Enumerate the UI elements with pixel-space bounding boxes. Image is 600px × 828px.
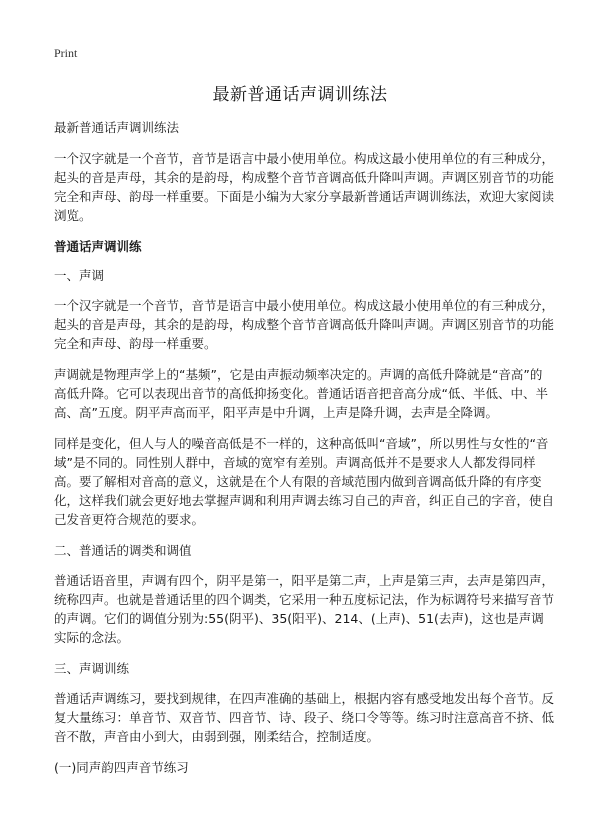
heading-tone-training: 三、声调训练: [54, 661, 130, 676]
page-title: 最新普通话声调训练法: [212, 85, 388, 105]
heading-tone-categories: 二、普通话的调类和调值: [54, 543, 192, 558]
heading-tone: 一、声调: [54, 268, 105, 283]
paragraph-pitch: 声调就是物理声学上的“基频”，它是由声振动频率决定的。声调的高低升降就是“音高”的高低升降。它可以表现出音节的高低抑扬变化。普通话语音把音高分成“低、半低、中、半高、高”五度。阴平声高而平，阳平声是中升调，上声是降升调，去声是全降调。: [54, 367, 548, 420]
paragraph-tone-categories: 普通话语音里，声调有四个，阴平是第一，阳平是第二声，上声是第三声，去声是第四声，统称四声。也就是普通话里的四个调类，它采用一种五度标记法，作为标调符号来描写音节的声调。它们的调值分别为:55(阴平)、35(阳平)、214、(上声)、51(去声)，这也是声调实际的念法。: [54, 573, 555, 645]
section-title: 普通话声调训练: [54, 239, 142, 254]
intro-paragraph: 一个汉字就是一个音节，音节是语言中最小使用单位。构成这最小使用单位的有三种成分，起头的音是声母，其余的是韵母，构成整个音节音调高低升降叫声调。声调区别音节的功能完全和声母、韵母一样重要。下面是小编为大家分享最新普通话声调训练法，欢迎大家阅读浏览。: [54, 151, 555, 223]
paragraph-tone-definition: 一个汉字就是一个音节，音节是语言中最小使用单位。构成这最小使用单位的有三种成分，起头的音是声母，其余的是韵母，构成整个音节音调高低升降叫声调。声调区别音节的功能完全和声母、韵母一样重要。: [54, 298, 555, 351]
intro-heading: 最新普通话声调训练法: [54, 120, 180, 135]
article-body: [54, 118, 554, 789]
subheading-practice: (一)同声韵四声音节练习: [54, 760, 189, 775]
paragraph-tone-training: 普通话声调练习，要找到规律，在四声准确的基础上，根据内容有感受地发出每个音节。反复大量练习：单音节、双音节、四音节、诗、段子、绕口令等等。练习时注意高音不挤、低音不散，声音由小到大，由弱到强，刚柔结合，控制适度。: [54, 691, 555, 744]
paragraph-range: 同样是变化，但人与人的噪音高低是不一样的，这种高低叫“音域”，所以男性与女性的“音域”是不同的。同性别人群中，音域的宽窄有差别。声调高低并不是要求人人都发得同样高。要了解相对音高的意义，这就是在个人有限的音域范围内做到音调高低升降的有序变化，这样我们就会更好地去掌握声调和利用声调去练习自己的声音，纠正自己的字音，使自己发音更符合规范的要求。: [54, 436, 555, 527]
print-link[interactable]: Print: [54, 46, 78, 60]
